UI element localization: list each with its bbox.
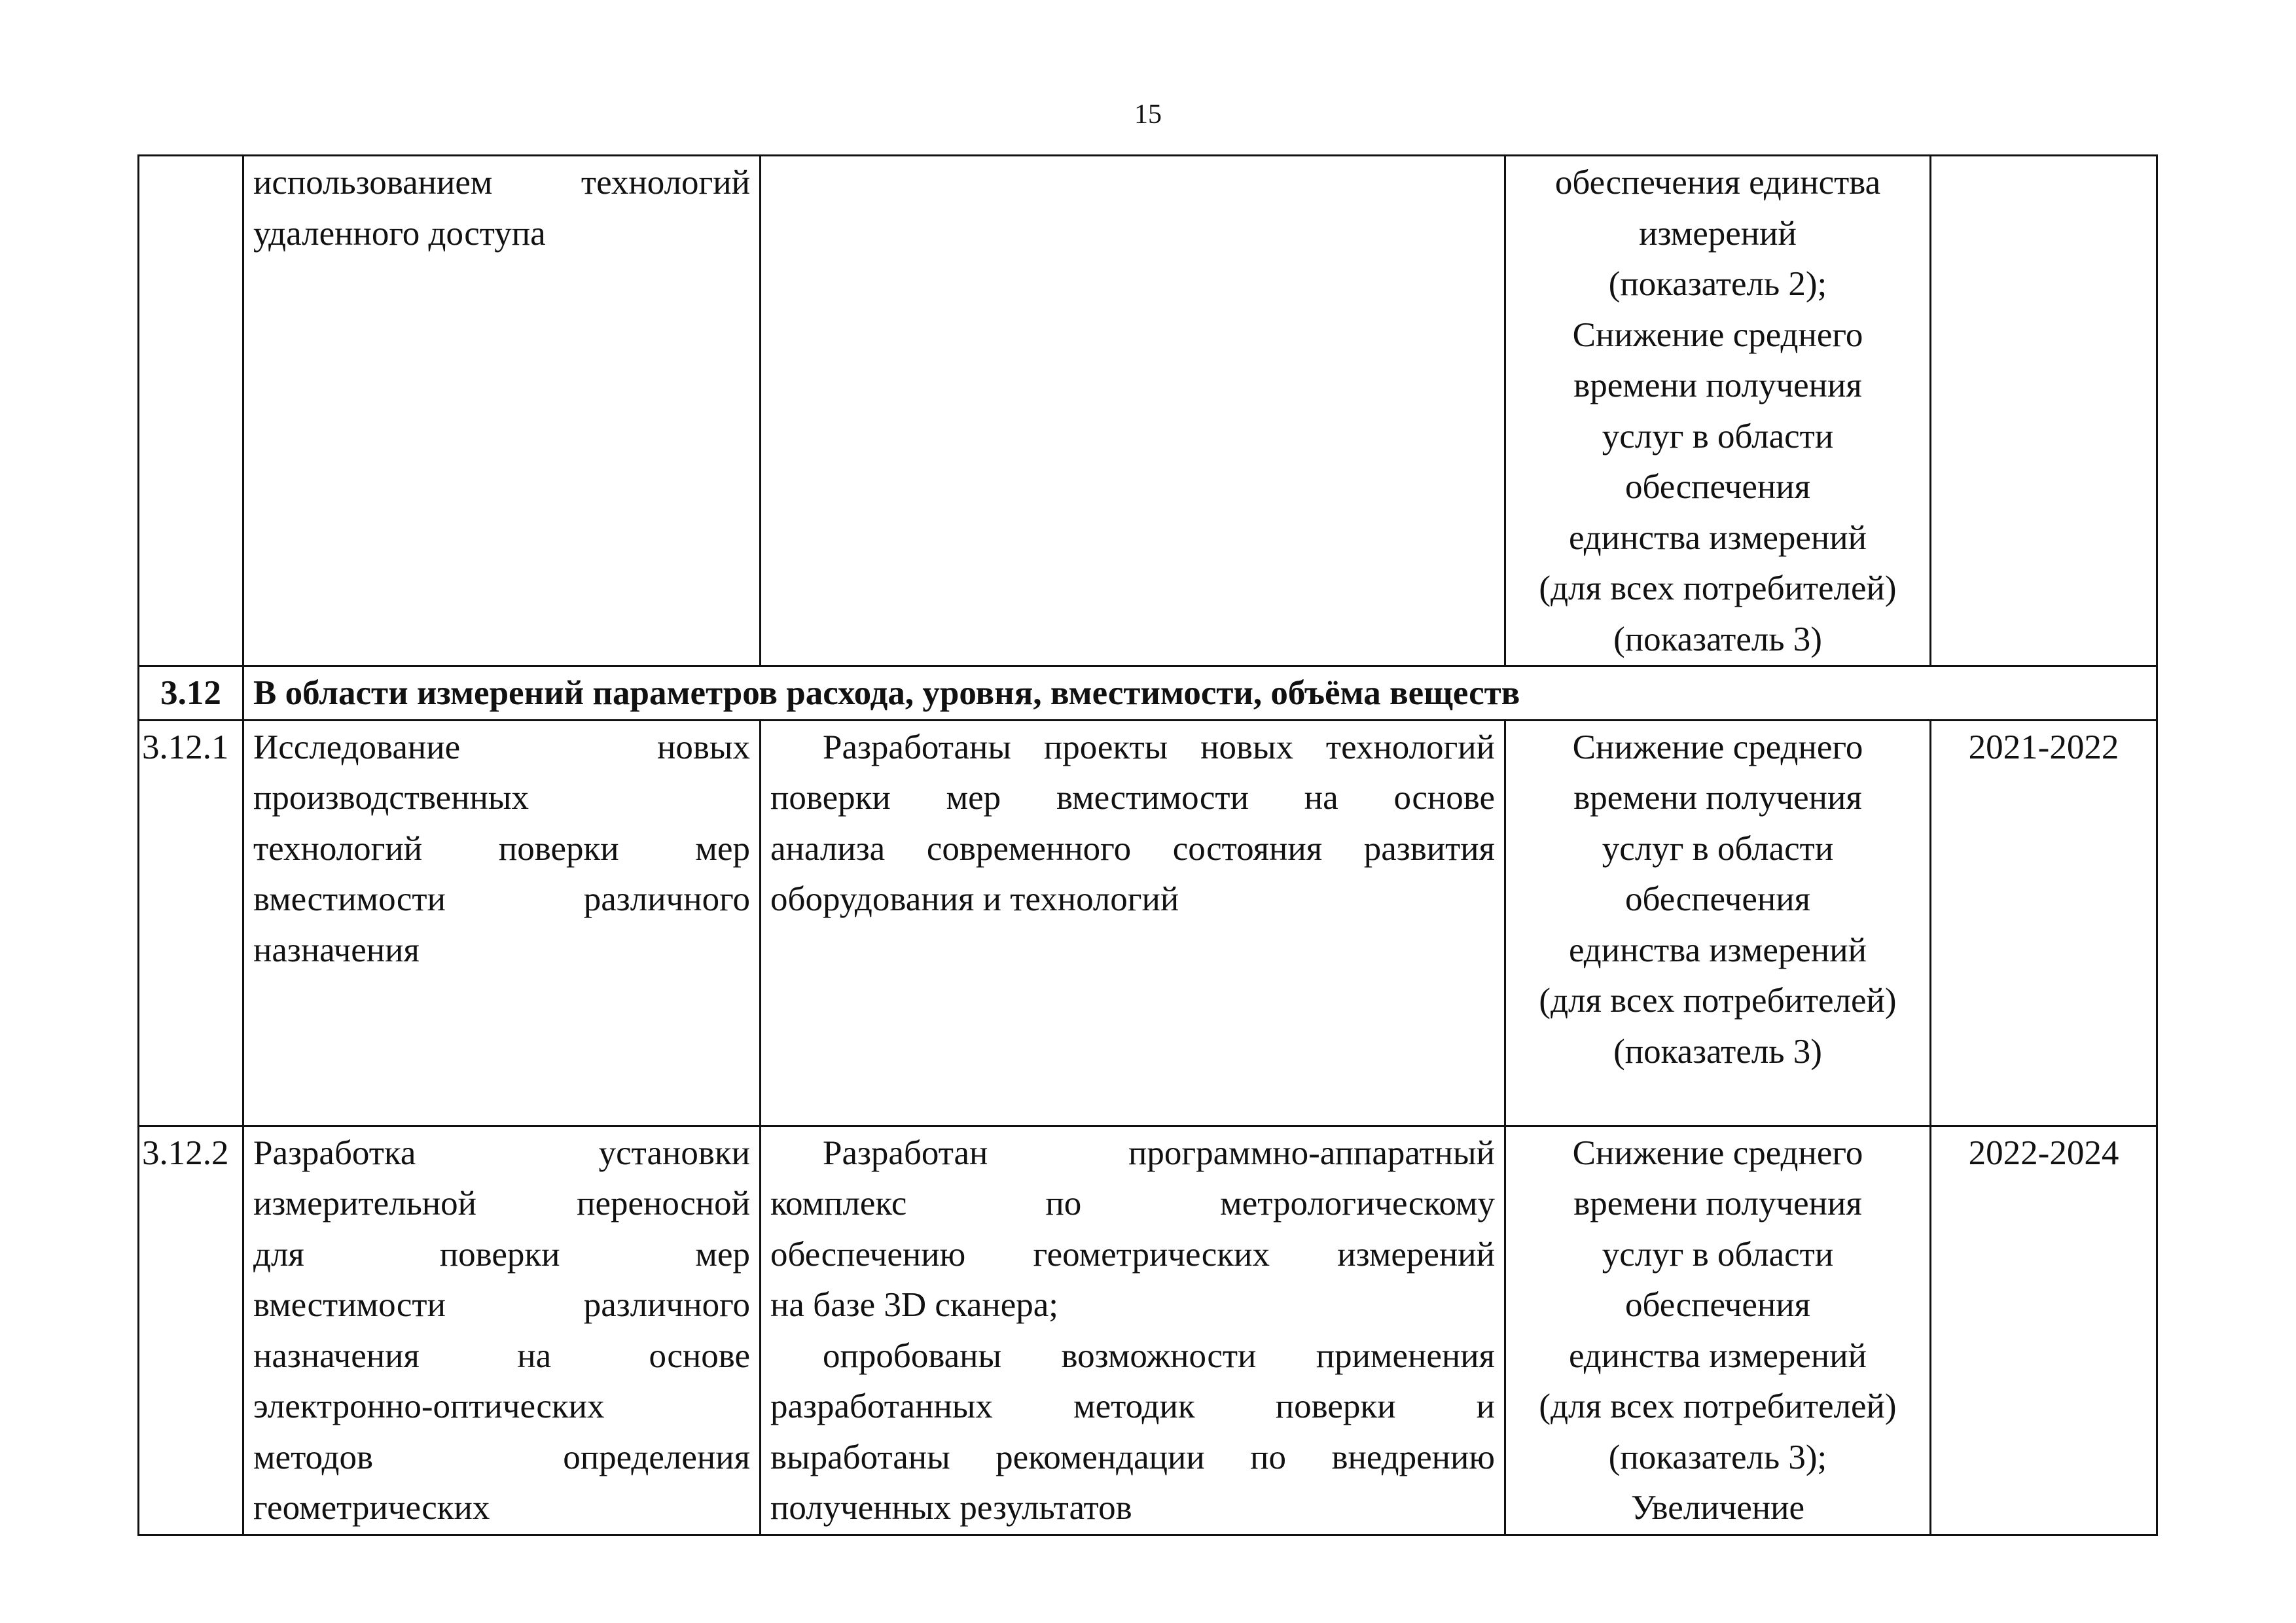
text-line: опробованы возможности применения [823, 1336, 1495, 1375]
text-line: (показатель 3); [1608, 1438, 1827, 1476]
text-line: обеспечения [1625, 880, 1810, 918]
text-line: времени получения [1573, 779, 1862, 817]
result-cell [761, 720, 1505, 1126]
indicator-cell [1505, 1126, 1931, 1535]
text-line: геометрических [253, 1489, 490, 1527]
text-line: услуг в области [1602, 1235, 1834, 1274]
text-line: Разработаны проекты новых технологий [823, 728, 1495, 766]
text-line: Снижение среднего [1572, 1133, 1863, 1172]
term-cell [1931, 156, 2157, 666]
text-line: услуг в области [1602, 417, 1834, 455]
term-cell: 2021-2022 [1931, 720, 2157, 1126]
result-cell [761, 156, 1505, 666]
text-line: Разработка установки [253, 1133, 750, 1172]
text-line: Снижение среднего [1572, 728, 1863, 766]
text-line: на базе 3D сканера; [770, 1286, 1058, 1324]
text-line: (для всех потребителей) [1539, 569, 1897, 607]
section-row [139, 666, 2157, 721]
text-line: назначения [253, 931, 420, 969]
text-line: (показатель 3) [1613, 620, 1822, 658]
text-line: обеспечения [1625, 1286, 1810, 1324]
text-line: единства измерений [1568, 931, 1867, 969]
activity-name-cell [243, 720, 761, 1126]
text-line: удаленного доступа [253, 214, 546, 253]
text-line: времени получения [1573, 366, 1862, 404]
text-line: единства измерений [1568, 1336, 1867, 1375]
text-line: производственных [253, 779, 529, 817]
activity-name-cell [243, 1126, 761, 1535]
text-line: Снижение среднего [1572, 315, 1863, 354]
activity-name-cell [243, 156, 761, 666]
text-line: (для всех потребителей) [1539, 1387, 1897, 1425]
section-number: 3.12 [139, 666, 243, 721]
text-line: измерительной переносной [253, 1185, 750, 1222]
text-line: измерений [1639, 214, 1797, 253]
text-line: вместимости различного [253, 880, 750, 918]
section-title: В области измерений параметров расхода, уровня, вместимости, объёма веществ [243, 666, 2157, 721]
text-line: услуг в области [1602, 829, 1834, 868]
indicator-cell [1505, 156, 1931, 666]
activities-table [137, 154, 2158, 1536]
text-line: (для всех потребителей) [1539, 982, 1897, 1020]
text-line: для поверки мер [253, 1235, 750, 1274]
table-row [139, 1126, 2157, 1535]
indicator-cell [1505, 720, 1931, 1126]
text-line: (показатель 3) [1613, 1032, 1822, 1071]
item-number-cell: 3.12.1 [139, 720, 243, 1126]
table-row [139, 720, 2157, 1126]
text-line: обеспечения единства [1554, 164, 1881, 202]
text-line: поверки мер вместимости на основе [770, 779, 1495, 817]
text-line: времени получения [1573, 1185, 1862, 1222]
text-line: комплекс по метрологическому [770, 1185, 1495, 1222]
text-line: (показатель 2); [1608, 265, 1827, 303]
text-line: Исследование новых [253, 728, 750, 766]
text-line: анализа современного состояния развития [770, 829, 1495, 868]
text-line: разработанных методик поверки и [770, 1387, 1495, 1425]
table-row [139, 156, 2157, 666]
text-line: единства измерений [1568, 518, 1867, 557]
text-line: выработаны рекомендации по внедрению [770, 1438, 1495, 1476]
text-line: обеспечению геометрических измерений [770, 1235, 1495, 1274]
text-line: электронно-оптических [253, 1387, 605, 1425]
text-line: Разработан программно-аппаратный [823, 1133, 1495, 1172]
text-line: полученных результатов [770, 1489, 1132, 1527]
page-number: 15 [1134, 99, 1162, 130]
text-line: Увеличение [1630, 1489, 1805, 1527]
text-line: вместимости различного [253, 1286, 750, 1324]
term-cell: 2022-2024 [1931, 1126, 2157, 1535]
item-number-cell: 3.12.2 [139, 1126, 243, 1535]
text-line: методов определения [253, 1438, 750, 1476]
text-line: обеспечения [1625, 468, 1810, 506]
result-cell [761, 1126, 1505, 1535]
text-line: назначения на основе [253, 1336, 750, 1375]
text-line: использованием технологий [253, 164, 750, 202]
text-line: оборудования и технологий [770, 880, 1179, 918]
item-number-cell [139, 156, 243, 666]
text-line: технологий поверки мер [253, 829, 750, 868]
